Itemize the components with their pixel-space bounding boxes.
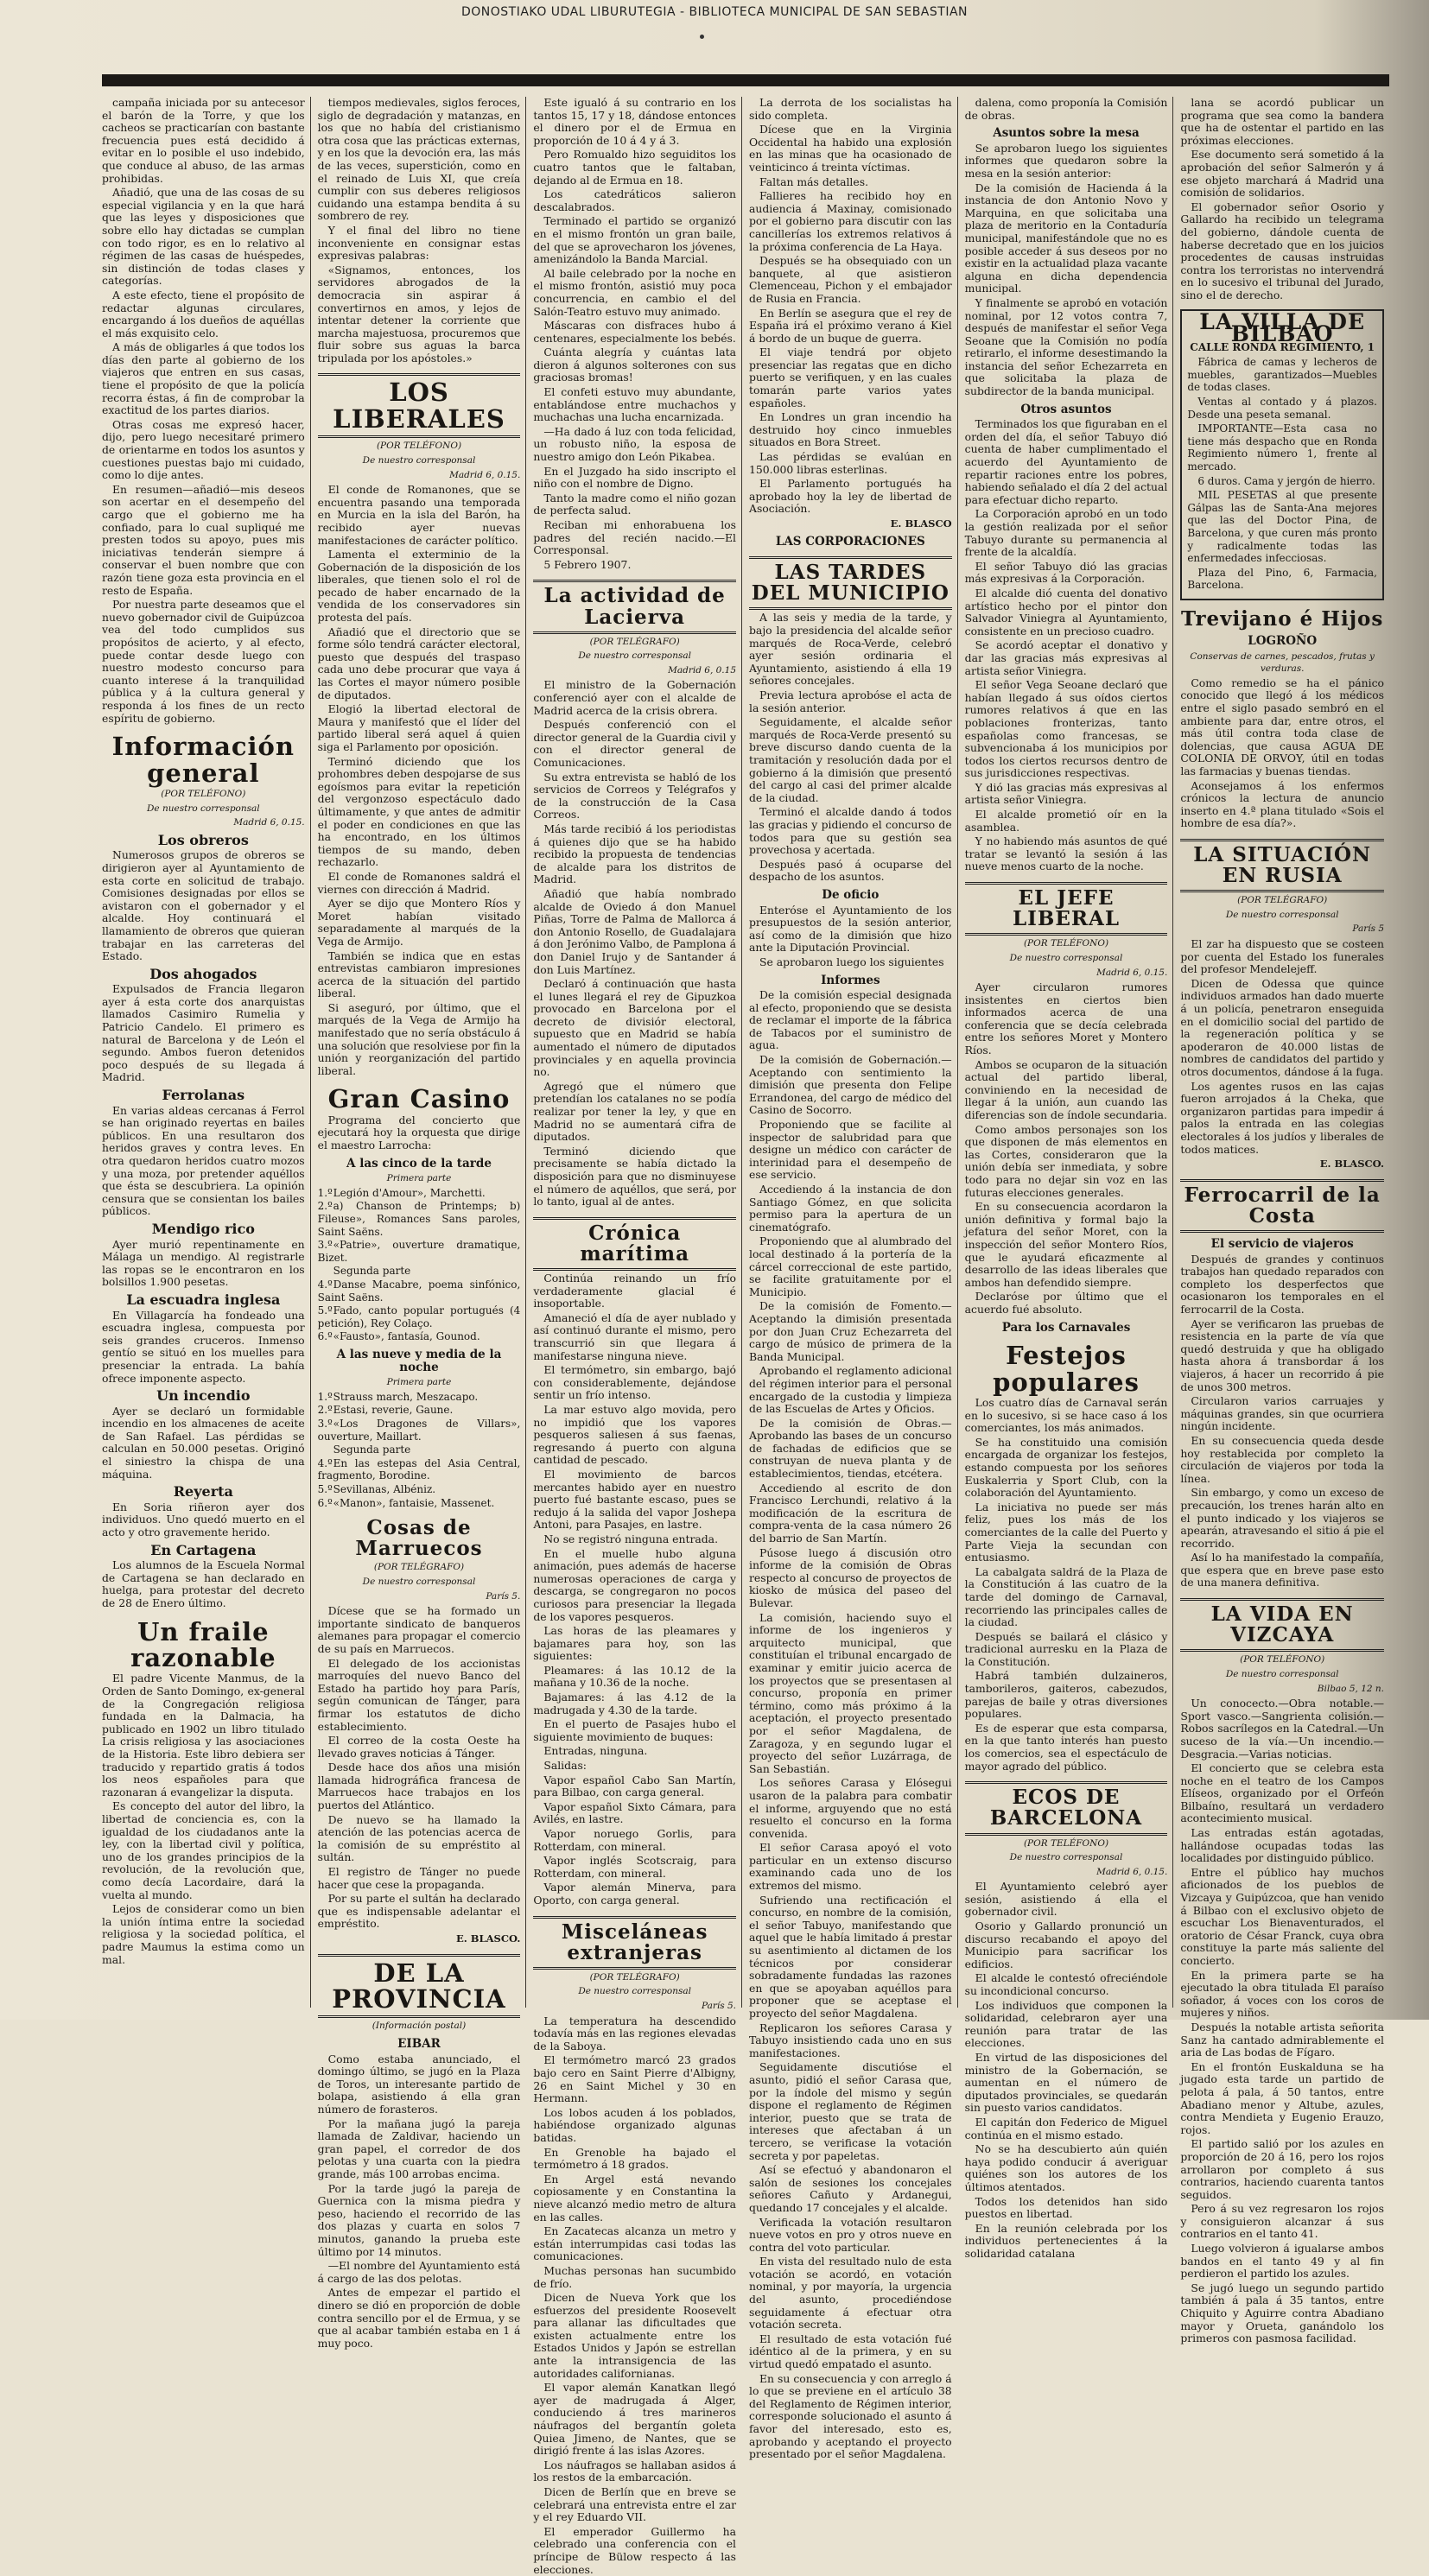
paragraph: Terminó diciendo que precisamente se había dictado la disposición para que no disminuyese el número de aquéllos, que será, por lo tanto, igual al de antes. — [533, 1144, 736, 1209]
page-mark — [700, 35, 704, 39]
paragraph: Dicen de Odessa que quince individuos armados han dado muerte á un policía, penetraron enseguida en el domicilio social del partido de la regeneración política y se apoderaron de 40.000 listas de nombres de candidatos del partido y otros documentos, dándose á la fuga. — [1180, 976, 1384, 1079]
paragraph: De la comisión de Gobernación.—Aceptando con sentimiento la dimisión que presenta don Felipe Errandonea, del cargo de médico del Casino de Socorro. — [749, 1053, 952, 1117]
paragraph: El correo de la costa Oeste ha llevado graves noticias á Tánger. — [317, 1734, 521, 1760]
advert-text: MIL PESETAS al que presente Gálpas las de Santa-Ana mejores que las del Doctor Pina, de Barcelona, y que curen más pronto y radicalmente todas las enfermedades infecciosas. — [1187, 489, 1377, 565]
paragraph: Sin embargo, y como un exceso de precaución, los trenes harán alto en el punto indicado y los viajeros se apearán, atravesando el sitio á pie el recorrido. — [1180, 1486, 1384, 1550]
section-title-festejos: Festejos populares — [993, 1341, 1140, 1397]
paragraph: El emperador Guillermo ha celebrado una conferencia con el príncipe de Bülow respecto á las elecciones. — [533, 2524, 736, 2576]
program-list-2 — [318, 1391, 521, 1509]
paragraph: En el frontón Euskalduna se ha jugado esta tarde un partido de pelota á pala, á 50 tantos, entre Abadiano menor y Altube, azules, contra Mendieta y Eugenio Erauzo, rojos. — [1180, 2059, 1384, 2136]
paragraph: dalena, como proponía la Comisión de obras. — [964, 96, 1168, 122]
paragraph: El capitán don Federico de Miguel continúa en el mismo estado. — [964, 2115, 1168, 2141]
paragraph: Previa lectura aprobóse el acta de la sesión anterior. — [749, 688, 952, 714]
section-title-marruecos: Cosas de Marruecos — [355, 1516, 483, 1561]
subhead: Asuntos sobre la mesa — [993, 126, 1140, 141]
paragraph: Verificada la votación resultaron nueve votos en pro y otros nueve en contra del voto particular. — [749, 2215, 952, 2254]
paragraph: Agregó que el número que pretendían los catalanes no se podía realizar por tener la ley, y que en Madrid no se aumentará cifra de diputados. — [533, 1079, 736, 1144]
paragraph: El Ayuntamiento celebró ayer sesión, asistiendo á ella el gobernador civil. — [964, 1880, 1168, 1919]
item-text: En varias aldeas cercanas á Ferrol se han originado reyertas en bailes públicos. En una resultaron dos heridos graves y contra leves. En otra quedaron heridos cuatro mozos y una moza, por pretender aquéllos que ésta se descubriera. La opinión censura que se consientan los bailes públicos. — [102, 1103, 305, 1218]
byline: De nuestro corresponsal — [1009, 1852, 1123, 1863]
paragraph: Lamenta el exterminio de la Gobernación de la disposición de los liberales, que tienen solo el rol de pecado de haber encarnado de la vendida de los conservadores sin protesta del país. — [317, 548, 521, 625]
paragraph: «Signamos, entonces, los servidores abrogados de la democracia sin aspirar á convertirnos en amos, y lejos de intentar detener la corriente que marcha majestuosa, procuremos que fluir sobre sus aguas la barca tripulada por los apóstoles.» — [317, 263, 521, 365]
paragraph: De nuevo se ha llamado la atención de las potencias acerca de la comisión de su empréstito al sultán. — [317, 1812, 521, 1864]
paragraph: Proponiendo que al alumbrado del local destinado á la portería de la cárcel correccional de este partido, se facilite gratuitamente por el Municipio. — [749, 1234, 952, 1298]
dateline: París 5 — [1352, 923, 1384, 935]
paragraph: En el puerto de Pasajes hubo el siguiente movimiento de buques: — [533, 1717, 736, 1743]
byline: (POR TELÉFONO) — [1023, 938, 1109, 949]
paragraph: De la comisión de Hacienda á la instancia de don Antonio Novo y Marquina, en que solicitaba una plaza de meritorio en la Contaduría municipal, manifestándole que no es posible acceder á sus deseos por no existir en la actualidad plaza vacante alguna en dicha dependencia municipal. — [964, 181, 1168, 295]
paragraph: Muchas personas han sucumbido de frío. — [533, 2263, 736, 2290]
byline: (POR TELÉFONO) — [1023, 1837, 1109, 1849]
section-title-informacion: Información general — [111, 732, 295, 788]
paragraph: Todos los detenidos han sido puestos en libertad. — [964, 2194, 1168, 2221]
paragraph: Enteróse el Ayuntamiento de los presupuestos de la sesión anterior, así como de la dimisión que hizo ante la Diputación Provincial. — [749, 903, 952, 955]
byline: (POR TELÉGRAFO) — [1237, 895, 1328, 906]
section-title-liberales: LOS LIBERALES — [318, 373, 521, 438]
paragraph: Terminados los que figuraban en el orden del día, el señor Tabuyo dió cuenta de haber cumplimentado el acuerdo del Ayuntamiento de repartir raciones entre los pobres, habiendo señalado el día 2 del actual para efectuar dicho reparto. — [964, 417, 1168, 506]
byline: (POR TELÉGRAFO) — [589, 1971, 680, 1983]
paragraph: De la comisión de Obras.—Aprobando las bases de un concurso de fachadas de edificios que se construyan de nueva planta y de establecimientos, tiendas, etcétera. — [749, 1416, 952, 1481]
paragraph: Ese documento será sometido á la aprobación del señor Salmerón y á ese objeto marchará á Madrid una comisión de solidarios. — [1180, 148, 1384, 200]
paragraph: Circularon varios carruajes y máquinas grandes, sin que ocurriera ningún incidente. — [1180, 1394, 1384, 1433]
paragraph: Las pérdidas se evalúan en 150.000 libras esterlinas. — [749, 450, 952, 476]
paragraph: En Berlín se asegura que el rey de España irá el próximo verano á Kiel á bordo de un buque de guerra. — [749, 306, 952, 345]
paragraph: Pleamares: á las 10.12 de la mañana y 10.36 de la noche. — [533, 1663, 736, 1690]
paragraph: Por la mañana jugó la pareja llamada de Zaldivar, haciendo un gran papel, el corredor de dos pelotas y una cuarta con la piedra grande, más 100 arrobas encima. — [317, 2116, 521, 2180]
paragraph: El registro de Tánger no puede hacer que cese la propaganda. — [317, 1865, 521, 1891]
paragraph: Amaneció el día de ayer nublado y así continuó durante el mismo, pero transcurrió sin que llegara á manifestarse ninguna nieve. — [533, 1310, 736, 1362]
paragraph: Si aseguró, por último, que el marqués de la Vega de Armijo ha manifestado que no sería obstáculo á una solución que resolviese por fin la unión y reorganización del partido liberal. — [317, 1000, 521, 1077]
program-item: 5.ºFado, canto popular portugués (4 petición), Rey Colaço. — [317, 1304, 521, 1329]
item-head: Reyerta — [173, 1483, 233, 1501]
paragraph: Dícese que en la Virginia Occidental ha habido una explosión en las minas que ha ocasionado de veinticinco á treinta víctimas. — [749, 123, 952, 174]
paragraph: Antes de empezar el partido el dinero se dió en proporción de doble contra sencillo por el de Ermua, y se que al acabar también estaba en 1 á muy poco. — [317, 2286, 521, 2350]
paragraph: Ayer se dijo que Montero Ríos y Moret habían visitado separadamente al marqués de la Vega de Armijo. — [317, 897, 521, 948]
paragraph: Al baile celebrado por la noche en el mismo frontón, asistió muy poca concurrencia, en cambio el del Salón-Teatro estuvo muy animado. — [533, 266, 736, 318]
byline: (POR TELÉGRAFO) — [589, 636, 680, 647]
paragraph: Y el final del libro no tiene inconveniente en consignar estas expresivas palabras: — [317, 223, 521, 263]
item-head: En Cartagena — [150, 1541, 257, 1558]
paragraph: A este efecto, tiene el propósito de redactar algunas circulares, encargando á los dueños de aquéllas el más exquisito celo. — [102, 288, 305, 339]
subhead: Otros asuntos — [1020, 402, 1112, 416]
paragraph: En virtud de las disposiciones del ministro de la Gobernación, se aumentan en el número de diputados provinciales, se quedarán sin puesto varios candidatos. — [964, 2051, 1168, 2115]
paragraph: El señor Carasa apoyó el voto particular en un extenso discurso examinando cada uno de los extremos del mismo. — [749, 1841, 952, 1893]
paragraph: Habrá también dulzaineros, tamborileros, gaiteros, cabezudos, parejas de baile y otras diversiones populares. — [964, 1669, 1168, 1721]
paragraph: Entradas, ninguna. — [543, 1744, 648, 1758]
column-1 — [102, 97, 311, 2008]
item-head: Mendigo rico — [151, 1220, 255, 1237]
paragraph: El resultado de esta votación fué idéntico al de la primera, y en su virtud quedó empatado el asunto. — [749, 2332, 952, 2371]
program-item: 4.ºDanse Macabre, poema sinfónico, Saint Saëns. — [317, 1278, 521, 1304]
paragraph: Y no habiendo más asuntos de qué tratar se levantó la sesión á las nueve menos cuarto de la noche. — [964, 834, 1168, 873]
byline: De nuestro corresponsal — [147, 803, 260, 814]
paragraph: Programa del concierto que ejecutará hoy la orquesta que dirige el maestro Larrocha: — [317, 1113, 521, 1152]
paragraph: Como estaba anunciado, el domingo último, se jugó en la Plaza de Toros, un interesante partido de bolapa, asistiendo á ella gran número de forasteros. — [317, 2052, 521, 2116]
paragraph: La temperatura ha descendido todavía más en las regiones elevadas de la Saboya. — [533, 2014, 736, 2053]
paragraph: Declaróse por último que el acuerdo fué absoluto. — [964, 1290, 1168, 1316]
paragraph: En la reunión celebrada por los individuos pertenecientes á la solidaridad catalana — [964, 2221, 1168, 2260]
paragraph: El Parlamento portugués ha aprobado hoy la ley de libertad de Asociación. — [749, 477, 952, 516]
paragraph: Se aprobaron luego los siguientes — [759, 955, 944, 968]
advert-text: Fábrica de camas y lecheros de muebles, garantizados—Muebles de todas clases. — [1187, 356, 1377, 394]
paragraph: En Zacatecas alcanza un metro y están interrumpidas casi todas las comunicaciones. — [533, 2224, 736, 2263]
paragraph: Añadió que el directorio que se forme sólo tendrá carácter electoral, puesto que después del traspaso cada uno debe procurar que vaya á las Cortes el mayor número posible de diputados. — [317, 625, 521, 701]
paragraph: Como remedio se ha el pánico conocido que llegó á los médicos entre el siglo pasado sembró en el ambiente para dar, entre otros, el más útil contra toda clase de dolencias, que causa AGUA DE COLONIA DE ORVOY, útil en todas las farmacias y buenas tiendas. — [1180, 676, 1384, 778]
columns — [102, 96, 1389, 2576]
paragraph: Así lo ha manifestado la compañía, que espera que en breve pase esto de una manera definitiva. — [1180, 1551, 1384, 1589]
paragraph: Más tarde recibió á los periodistas á quienes dijo que se ha habido recibido la propuesta de tendencias de alcalde para los distritos de Madrid. — [533, 822, 736, 886]
byline: De nuestro corresponsal — [1225, 909, 1339, 920]
paragraph: Fallieres ha recibido hoy en audiencia á Maxinay, comisionado por el gobierno para discutir con las cancillerías los extremos relativos á la próxima conferencia de La Haya. — [749, 189, 952, 253]
paragraph: Otras cosas me expresó hacer, dijo, pero luego necesitaré primero de orientarme en todos los asuntos y cuestiones puestas bajo mi cuidado, como lo dije antes. — [102, 417, 305, 482]
paragraph: Ayer se verificaron las pruebas de resistencia en la parte de vía que quedó destruida y que ha obligado hasta ahora á transbordar á los viajeros, á hacer un recorrido á pie de unos 300 metros. — [1180, 1317, 1384, 1393]
place-head: EIBAR — [397, 2037, 441, 2052]
paragraph: Proponiendo que se facilite al inspector de salubridad para que designe un médico con carácter de interinidad para el desempeño de ese servicio. — [749, 1118, 952, 1182]
paragraph: Desde hace dos años una misión llamada hidrográfica francesa de Marruecos hace trabajos en los puertos del Atlántico. — [317, 1761, 521, 1812]
paragraph: Pero Romualdo hizo seguiditos los cuatro tantos que le faltaban, dejando al de Ermua en 18. — [533, 148, 736, 187]
paragraph: Vapor inglés Scotscraig, para Rotterdam, con mineral. — [533, 1854, 736, 1880]
paragraph: Los señores Carasa y Elósegui usaron de la palabra para combatir el informe, arguyendo que no está resuelto el concurso en la forma convenida. — [749, 1776, 952, 1840]
paragraph: El padre Vicente Manmus, de la Orden de Santo Domingo, ex-general de la Congregación religiosa fundada en la Dalmacia, ha publicado en 1902 un libro titulado La crisis religiosa y las asociaciones de la Historia. Este libro debiera ser traducido y repartido gratis á todos los neos españoles para que razonaran á evangelizar la disputa. — [102, 1672, 305, 1799]
section-title-jefe: EL JEFE LIBERAL — [965, 882, 1168, 936]
paragraph: Vapor español Sixto Cámara, para Avilés, en lastre. — [533, 1799, 736, 1826]
dateline: Bilbao 5, 12 n. — [1317, 1683, 1384, 1694]
paragraph: Dicen de Berlín que en breve se celebrará una entrevista entre el zar y el rey Eduardo VII. — [533, 2485, 736, 2524]
signature: E. BLASCO. — [1319, 1158, 1384, 1171]
paragraph: También se indica que en estas entrevistas cambiaron impresiones acerca de la situación del partido liberal. — [317, 949, 521, 1000]
program-item: 1.ºStrauss march, Meszacapo. — [317, 1390, 479, 1403]
byline: De nuestro corresponsal — [362, 1576, 476, 1587]
advert-text: 6 duros. Cama y jergón de hierro. — [1197, 474, 1375, 487]
paragraph: A más de obligarles á que todos los días den parte al gobierno de los viajeros que entren en sus casas, tiene el propósito de que la policía recorra éstas, á fin de comprobar la exactitud de los partes diarios. — [102, 340, 305, 417]
paragraph: En su consecuencia queda desde hoy restablecida por completo la circulación de viajeros por toda la línea. — [1180, 1433, 1384, 1485]
paragraph: Replicaron los señores Carasa y Tabuyo insistiendo cada uno en sus manifestaciones. — [749, 2021, 952, 2059]
paragraph: Dícese que se ha formado un importante sindicato de banqueros alemanes para propagar el comercio de su país en Marruecos. — [317, 1604, 521, 1655]
item-text: Numerosos grupos de obreros se dirigieron ayer al Ayuntamiento de esta corte en solicitud de trabajo. Comisiones designadas por ellos se avistaron con el gobernador y el alcalde. Hoy continuará el llamamiento de obreros que quieran trabajar en las carreteras del Estado. — [102, 848, 305, 963]
paragraph: A las seis y media de la tarde, y bajo la presidencia del alcalde señor marqués de Roca-Verde, celebró ayer sesión ordinaria el Ayuntamiento, asistiendo á ella 19 señores concejales. — [749, 611, 952, 688]
paragraph: Accediendo al escrito de don Francisco Lerchundi, relativo á la modificación de la escritura de compra-venta de la casa número 26 del barrio de San Martín. — [749, 1481, 952, 1545]
program-item: Segunda parte — [333, 1443, 411, 1456]
paragraph: Por su parte el sultán ha declarado que es indispensable adelantar el empréstito. — [317, 1892, 521, 1931]
paragraph: Este igualó á su contrario en los tantos 15, 17 y 18, dándose entonces el dinero por el de Ermua en proporción de 10 á 4 y á 3. — [533, 96, 736, 147]
paragraph: Los lobos acuden á los poblados, habiéndose organizado algunas batidas. — [533, 2105, 736, 2144]
paragraph: Vapor alemán Minerva, para Oporto, con carga general. — [533, 1881, 736, 1907]
paragraph: En vista del resultado nulo de esta votación se acordó, en votación nominal, y por mayoría, la urgencia del asunto, procediéndose seguidamente á efectuar otra votación secreta. — [749, 2255, 952, 2332]
paragraph: —Ha dado á luz con toda felicidad, un robusto niño, la esposa de nuestro amigo don León Pikabea. — [533, 424, 736, 464]
paragraph: El movimiento de barcos mercantes habido ayer en nuestro puerto fué bastante escaso, pues se redujo á la salida del vapor Joshepa Antoni, para Pasajes, en lastre. — [533, 1467, 736, 1532]
paragraph: Las horas de las pleamares y bajamares para hoy, son las siguientes: — [533, 1624, 736, 1663]
paragraph: La mar estuvo algo movida, pero no impidió que los vapores pesqueros saliesen á sus faenas, regresando á puerto con alguna cantidad de pescado. — [533, 1403, 736, 1467]
program-part: Primera parte — [386, 1173, 452, 1184]
section-title-costa: Ferrocarril de la Costa — [1180, 1179, 1384, 1233]
item-text: Ayer se declaró un formidable incendio en los almacenes de aceite de San Rafael. Las pérdidas se calculan en 50.000 pesetas. Originó el siniestro la chispa de una máquina. — [102, 1404, 305, 1481]
program-item: 4.ºEn las estepas del Asia Central, fragmento, Borodine. — [317, 1456, 521, 1482]
program-item: 6.º«Manon», fantaisie, Massenet. — [317, 1496, 495, 1509]
paragraph: Después la notable artista señorita Sanz ha cantado admirablemente el aria de Las bodas de Fígaro. — [1180, 2020, 1384, 2059]
subhead: El servicio de viajeros — [1210, 1237, 1354, 1252]
byline: (POR TELÉFONO) — [1240, 1654, 1325, 1666]
paragraph: Máscaras con disfraces hubo á centenares, especialmente los bebés. — [533, 319, 736, 345]
program-item: Segunda parte — [333, 1265, 411, 1278]
section-title-barcelona: ECOS DE BARCELONA — [965, 1781, 1168, 1835]
advert-place: LOGROÑO — [1248, 634, 1318, 649]
paragraph: El gobernador señor Osorio y Gallardo ha recibido un telegrama del gobierno, dándole cuenta de haberse decretado que en los juicios procedentes de causas instruidas contra los terroristas no intervendrá en lo sucesivo el tribunal del Jurado, sino el de derecho. — [1180, 200, 1384, 301]
paragraph: El termómetro marcó 23 grados bajo cero en Saint Pierre d'Albigny, 26 en Saint Michel y 30 en Hermann. — [533, 2053, 736, 2105]
paragraph: Vapor noruego Gorlis, para Rotterdam, con mineral. — [533, 1827, 736, 1853]
paragraph: Dicen de Nueva York que los esfuerzos del presidente Roosevelt para allanar las dificultades que existen actualmente entre los Estados Unidos y Japón se estrellan ante la intransigencia de las autoridades californianas. — [533, 2291, 736, 2380]
paragraph: El ministro de la Gobernación conferenció ayer con el alcalde de Madrid acerca de la crisis obrera. — [533, 678, 736, 717]
paragraph: Sufriendo una rectificación el concurso, en nombre de la comisión, el señor Tabuyo, manifestando que aquel que le había limitado á prestar su asentimiento al dictamen de los técnicos por considerar sobradamente fundadas las razones en que se apoyaban aquéllos para proponer que se aceptase el proyecto del señor Magdalena. — [749, 1893, 952, 2020]
paragraph: Ambos se ocuparon de la situación actual del partido liberal, conviniendo en la necesidad de llegar á la unión, aun cuando las diferencias son de índole secundaria. — [964, 1057, 1168, 1122]
dateline: Madrid 6, 0.15. — [233, 817, 305, 828]
paragraph: Vapor español Cabo San Martín, para Bilbao, con carga general. — [533, 1773, 736, 1799]
item-text: En Villagarcía ha fondeado una escuadra inglesa, compuesta por seis grandes cruceros. Inmenso gentío se situó en los muelles para presenciar la entrada. La bahía ofrece imponente aspecto. — [102, 1308, 305, 1385]
column-2 — [317, 96, 527, 2350]
byline: De nuestro corresponsal — [578, 650, 691, 662]
paragraph: Bajamares: á las 4.12 de la madrugada y 4.30 de la tarde. — [533, 1691, 736, 1716]
paragraph: Osorio y Gallardo pronunció un discurso recabando el apoyo del Municipio para sacrificar los edificios. — [964, 1919, 1168, 1970]
paragraph: Terminado el partido se organizó en el mismo frontón un gran baile, del que se aprovecharon los jóvenes, amenizándolo la Banda Marcial. — [533, 214, 736, 266]
paragraph: Los cuatro días de Carnaval serán en lo sucesivo, si se hace caso á los comerciantes, los más animados. — [964, 1396, 1168, 1435]
paragraph: Después pasó á ocuparse del despacho de los asuntos. — [749, 857, 952, 884]
paragraph: No se registró ninguna entrada. — [543, 1532, 719, 1545]
paragraph: En la primera parte se ha ejecutado la obra titulada El paraíso soñador, á voces con los coros de mujeres y niños. — [1180, 1968, 1384, 2020]
paragraph: De la comisión especial designada al efecto, proponiendo que se desista de reclamar el importe de la fábrica de Tabacos por el suministro de agua. — [749, 988, 952, 1052]
paragraph: El alcalde le contestó ofreciéndole su incondicional concurso. — [964, 1971, 1168, 1998]
section-title-rusia: LA SITUACIÓN EN RUSIA — [1180, 839, 1384, 892]
paragraph: —El nombre del Ayuntamiento está á cargo de las dos pelotas. — [317, 2259, 521, 2285]
col1-intro — [102, 97, 305, 725]
paragraph: Reciban mi enhorabuena los padres del recién nacido.—El Corresponsal. — [533, 518, 736, 557]
byline: (POR TELÉGRAFO) — [373, 1562, 465, 1573]
paragraph: Ayer circularon rumores insistentes en ciertos bien informados acerca de una conferencia que se decía celebrada entre los señores Moret y Montero Ríos. — [964, 980, 1168, 1057]
paragraph: Entre el público hay muchos aficionados de los pueblos de Vizcaya y Guipúzcoa, que han venido á Bilbao con el exclusivo objeto de escuchar Los Bienaventurados, el oratorio de César Franck, cuya obra constituye la parte más saliente del concierto. — [1180, 1865, 1384, 1968]
paragraph: Por la tarde jugó la pareja de Guernica con la misma piedra y peso, haciendo el recorrido de las dos plazas y cuarta en solos 7 minutos, ganando la prueba este último por 14 minutos. — [317, 2181, 521, 2258]
paragraph: El señor Tabuyo dió las gracias más expresivas á la Corporación. — [964, 559, 1168, 586]
advert-text: Ventas al contado y á plazos. Desde una peseta semanal. — [1187, 396, 1377, 421]
paragraph: Se jugó luego un segundo partido también á pala á 35 tantos, entre Chiquito y Aguirre contra Abadiano mayor y Orueta, ganándolo los primeros con pasmosa facilidad. — [1180, 2281, 1384, 2345]
paragraph: En su consecuencia acordaron la unión definitiva y formal bajo la jefatura del señor Moret, con la inspección del señor Montero Ríos, que le ayudará eficazmente al desarrollo de las ideas liberales que ambos han defendido siempre. — [964, 1200, 1168, 1289]
paragraph: Lejos de considerar como un bien la unión íntima entre la sociedad religiosa y la sociedad política, el padre Maumus la estima como un mal. — [102, 1902, 305, 1966]
section-title-lacierva: La actividad de Lacierva — [533, 580, 736, 633]
item-text: Los alumnos de la Escuela Normal de Cartagena se han declarado en huelga, para protestar del decreto de 28 de Enero último. — [102, 1558, 305, 1609]
paragraph: Faltan más detalles. — [759, 174, 869, 188]
section-kicker: LAS CORPORACIONES — [775, 534, 925, 549]
item-head: Ferrolanas — [162, 1087, 245, 1104]
advert-subtitle: CALLE RONDA REGIMIENTO, 1 — [1190, 340, 1375, 353]
paragraph: Y finalmente se aprobó en votación nominal, por 12 votos contra 7, después de manifestar el señor Vega Seoane que la Comisión no podía retirarlo, el informe desestimando la instancia del señor Echezarreta en que solicitaba la plaza de subdirector de la banda municipal. — [964, 295, 1168, 398]
byline: De nuestro corresponsal — [578, 1986, 691, 1997]
paragraph: La iniciativa no puede ser más feliz, pues los más de los comerciantes de la calle del Puerto y Parte Vieja la secundan con entusiasmo. — [964, 1500, 1168, 1564]
program-head: A las cinco de la tarde — [346, 1156, 492, 1171]
paragraph: El concierto que se celebra esta noche en el teatro de los Campos Elíseos, organizado por el Orfeón Bilbaíno, resultará un verdadero acontecimiento musical. — [1180, 1761, 1384, 1825]
paragraph: Después conferenció con el director general de la Guardia civil y con el director general de Comunicaciones. — [533, 718, 736, 769]
dateline: Madrid 6, 0.15. — [1096, 1866, 1168, 1877]
paragraph: Aconsejamos á los enfermos crónicos la lectura de anuncio inserto en 4.ª plana titulado «Sois el hombre de esa día?». — [1180, 778, 1384, 830]
paragraph: El señor Vega Seoane declaró que habían llegado á sus oídos ciertos rumores relativos á que en las poblaciones fronterizas, tanto españolas como francesas, se subvencionaba á los municipios por todos los ciertos recursos dentro de sus jurisdicciones respectivas. — [964, 678, 1168, 780]
news-items — [102, 831, 305, 1610]
paragraph: Púsose luego á discusión otro informe de la comisión de Obras respecto al concurso de proyectos de kiosko de música del paseo del Bulevar. — [749, 1545, 952, 1609]
advert-text: Plaza del Pino, 6, Farmacia, Barcelona. — [1187, 566, 1377, 592]
program-item: 6.º«Fausto», fantasía, Gounod. — [317, 1330, 480, 1343]
paragraph: El alcalde prometió oír en la asamblea. — [964, 808, 1168, 834]
dateline: Madrid 6, 0.15. — [1096, 967, 1168, 978]
paragraph: El conde de Romanones, que se encuentra pasando una temporada en Murcia en la isla del Barón, ha recibido ayer nuevas manifestaciones de carácter político. — [317, 483, 521, 547]
paragraph: Declaró á continuación que hasta el lunes llegará el rey de Gipuzkoa provocado en Barcelona por el decreto de divisiór electoral, supuesto que en Madrid se había aumentado el número de diputados provinciales y en aquella provincia no. — [533, 977, 736, 1079]
item-text: En Soria riñeron ayer dos individuos. Uno quedó muerto en el acto y otro gravemente herido. — [102, 1500, 305, 1539]
paragraph: Terminó diciendo que los prohombres deben despojarse de sus egoísmos para evitar la repetición del vergonzoso espectáculo dado últimamente, y que antes de admitir el poder en condiciones en que las ha encontrado, en los últimos tiempos de su mando, deben rechazarlo. — [317, 754, 521, 869]
paragraph: El termómetro, sin embargo, bajó con considerablemente, dejándose sentir un frío intenso. — [533, 1363, 736, 1402]
paragraph: Tanto la madre como el niño gozan de perfecta salud. — [533, 491, 736, 517]
paragraph: En el Juzgado ha sido inscripto el niño con el nombre de Digno. — [533, 464, 736, 491]
column-5 — [964, 96, 1174, 2260]
advert-text: IMPORTANTE—Esta casa no tiene más despacho que en Ronda Regimiento número 1, frente al mercado. — [1187, 422, 1377, 473]
dateline: Madrid 6, 0.15 — [668, 664, 736, 676]
section-title-fraile: Un fraile razonable — [130, 1616, 276, 1673]
section-title-vizcaya: LA VIDA EN VIZCAYA — [1180, 1598, 1384, 1652]
paragraph: Salidas: — [543, 1759, 587, 1773]
paragraph: 5 Febrero 1907. — [543, 557, 632, 571]
paragraph: La Corporación aprobó en un todo la gestión realizada por el señor Tabuyo durante su permanencia al frente de la alcaldía. — [964, 507, 1168, 559]
byline: (Información postal) — [372, 2021, 467, 2032]
section-title-casino: Gran Casino — [327, 1084, 511, 1114]
paragraph: El conde de Romanones saldrá el viernes con dirección á Madrid. — [317, 869, 521, 896]
paragraph: La cabalgata saldrá de la Plaza de la Constitución á las cuatro de la tarde del domingo de Carnaval, recorriendo las principales calles de la ciudad. — [964, 1564, 1168, 1629]
advert-title: LA VILLA DE BILBAO — [1199, 308, 1366, 347]
signature: E. BLASCO. — [456, 1932, 521, 1945]
dateline: París 5. — [702, 2001, 736, 2012]
paragraph: Se acordó aceptar el donativo y dar las gracias más expresivas al artista señor Viniegra. — [964, 638, 1168, 677]
library-header: DONOSTIAKO UDAL LIBURUTEGIA - BIBLIOTECA MUNICIPAL DE SAN SEBASTIAN — [460, 5, 969, 19]
paragraph: Un conocecto.—Obra notable.—Sport vasco.—Sangrienta colisión.—Robos sacrílegos en la Catedral.—Un suceso de la vía.—Un incendio.—Desgracia.—Varias noticias. — [1180, 1697, 1384, 1761]
paragraph: Se aprobaron luego los siguientes informes que quedaron sobre la mesa en la sesión anterior: — [964, 141, 1168, 180]
paragraph: En el muelle hubo alguna animación, pues además de hacerse numerosas operaciones de carga y descarga, se congregaron no pocos curiosos para presenciar la llegada de los vapores pesqueros. — [533, 1546, 736, 1623]
program-list-1 — [318, 1187, 521, 1343]
program-item: 2.ºEstasi, reverie, Gaune. — [317, 1404, 454, 1417]
item-text: Ayer murió repentinamente en Málaga un mendigo. Al registrarle las ropas se le encontraron en los bolsillos 1.900 pesetas. — [102, 1237, 305, 1289]
paragraph: campaña iniciada por su antecesor el barón de la Torre, y que los cacheos se practicarían con bastante frecuencia pues está decidido á evitar en lo posible el uso indebido, que conduce al abuso, de las armas prohibidas. — [102, 96, 305, 185]
paragraph: El vapor alemán Kanatkan llegó ayer de madrugada á Alger, conduciendo á tres marineros náufragos del bergantín goleta Quiea Jimeno, de Nantes, que se dirigió frente á las islas Azores. — [533, 2381, 736, 2458]
paragraph: Pero á su vez regresaron los rojos y consiguieron alcanzar á sus contrarios en el tanto 41. — [1180, 2202, 1384, 2241]
column-6 — [1180, 96, 1389, 2345]
paragraph: Y dió las gracias más expresivas al artista señor Viniegra. — [964, 780, 1168, 807]
byline: (POR TELÉFONO) — [376, 441, 462, 452]
paragraph: En Grenoble ha bajado el termómetro á 18 grados. — [533, 2145, 736, 2172]
paragraph: Los catedráticos salieron descalabrados. — [533, 187, 736, 213]
paragraph: El viaje tendrá por objeto presenciar las regatas que en dicho puerto se verifiquen, y en las cuales tomarán parte varios yates españoles. — [749, 346, 952, 409]
paragraph: La comisión, haciendo suyo el informe de los ingenieros y arquitecto municipal, que constituían el tribunal encargado de examinar y emitir juicio acerca de los proyectos que se presentasen al concurso, proponía en primer término, como más próximo á la aceptación, el proyecto presentado por el señor Magdalena, de Zaragoza, y en segundo lugar el proyecto del señor Luzárraga, de San Sebastián. — [749, 1610, 952, 1775]
section-title-maritima: Crónica marítima — [533, 1217, 736, 1271]
section-title-extranjeras: Misceláneas extranjeras — [533, 1916, 736, 1970]
paragraph: En Londres un gran incendio ha destruido hoy cinco inmuebles situados en Bora Street. — [749, 410, 952, 449]
program-head: A las nueve y media de la noche — [336, 1347, 502, 1374]
program-part: Primera parte — [386, 1377, 452, 1388]
program-item: 2.ºa) Chanson de Printemps; b) Fileuse», Romances Sans paroles, Saint Saëns. — [317, 1200, 521, 1238]
paragraph: No se ha descubierto aún quién haya podido conducir á averiguar quiénes son los autores de los últimos atentados. — [964, 2142, 1168, 2193]
paragraph: Después se bailará el clásico y tradicional aurresku en la Plaza de la Constitución. — [964, 1629, 1168, 1668]
subhead: Informes — [821, 973, 880, 987]
section-title-provincia: DE LA PROVINCIA — [318, 1954, 521, 2019]
paragraph: Añadió, que una de las cosas de su especial vigilancia y en la que hará que las leyes y disposiciones que sobre ello hay dictadas se cumplan con todo rigor, es en lo relativo al régimen de las casas de huéspedes, sin distinción de todas clases y categorías. — [102, 186, 305, 288]
item-head: Un incendio — [156, 1387, 251, 1405]
paragraph: Luego volvieron á igualarse ambos bandos en el tanto 49 y al fin perdieron el partido los azules. — [1180, 2242, 1384, 2281]
paragraph: tiempos medievales, siglos feroces, siglo de degradación y matanzas, en los que no había del cristianismo otra cosa que las prácticas externas, y en los que la devoción era, las más de las veces, superstición, como en el reinado de Luis XI, que creía cumplir con sus deberes religiosos cuidando una estampa bendita á su sombrero de rey. — [317, 96, 521, 223]
advert-villa-bilbao — [1180, 309, 1384, 600]
subhead: De oficio — [822, 887, 880, 902]
byline: De nuestro corresponsal — [1009, 952, 1123, 963]
paragraph: Por nuestra parte deseamos que el nuevo gobernador civil de Guipúzcoa vea del todo cumplidos sus propósitos de acierto, y al efecto, puede contar desde luego con nuestro modesto concurso para cuanto interese á la tranquilidad pública y á la cultura general y responda á los fines de un recto espíritu de gobierno. — [102, 598, 305, 725]
dateline: París 5. — [486, 1590, 521, 1602]
paragraph: Como ambos personajes son los que disponen de más elementos en las Cortes, consideraron que la unión debía ser inmediata, y sobre todo para no dejar sin voz en las futuras elecciones generales. — [964, 1122, 1168, 1199]
paragraph: Después de grandes y continuos trabajos han quedado reparados con completo los desperfectos que ocasionaron los temporales en el ferrocarril de la Costa. — [1180, 1252, 1384, 1317]
paragraph: Después se ha obsequiado con un banquete, al que asistieron Clemenceau, Pichon y el embajador de Rusia en Francia. — [749, 254, 952, 305]
paragraph: Se ha constituido una comisión encargada de organizar los festejos, estando compuesta por los señores Euskalerria y Sport Club, con la colaboración del Ayuntamiento. — [964, 1435, 1168, 1500]
signature: E. BLASCO — [890, 517, 952, 530]
program-item: 3.º«Los Dragones de Villars», ouverture, Maillart. — [317, 1417, 521, 1443]
paragraph: Terminó el alcalde dando á todos las gracias y pidiendo el concurso de todos para que su gestión sea provechosa y acertada. — [749, 805, 952, 857]
paragraph: Los individuos que componen la solidaridad, celebraron ayer una reunión para tratar de las elecciones. — [964, 1998, 1168, 2050]
paragraph: De la comisión de Fomento.—Aceptando la dimisión presentada por don Juan Cruz Echezarreta del cargo de músico de primera de la Banda Municipal. — [749, 1299, 952, 1363]
paragraph: En resumen—añadió—mis deseos son acertar en el desempeño del cargo que el gobierno me ha confiado, para lo cual supliqué me presten todos su apoyo, pues mis iniciativas tenderán siempre á conservar el buen nombre que con razón tiene goza esta provincia en el resto de España. — [102, 482, 305, 597]
program-item: 5.ºSevillanas, Albéniz. — [317, 1482, 436, 1495]
paragraph: El delegado de los accionistas marroquíes del nuevo Banco del Estado ha partido hoy para París, según comunican de Tánger, para firmar los estatutos de dicho establecimiento. — [317, 1656, 521, 1733]
paragraph: Es de esperar que esta comparsa, en la que tanto interés han puesto los comercios, sea el espectáculo de mayor agrado del público. — [964, 1721, 1168, 1773]
paragraph: lana se acordó publicar un programa que sea como la bandera que ha de ostentar el partido en las próximas elecciones. — [1180, 96, 1384, 147]
paragraph: Los náufragos se hallaban asidos á los restos de la embarcación. — [533, 2458, 736, 2484]
item-head: La escuadra inglesa — [126, 1291, 281, 1308]
paragraph: La derrota de los socialistas ha sido completa. — [749, 96, 952, 122]
item-head: Los obreros — [157, 831, 249, 848]
paragraph: El alcalde dió cuenta del donativo artístico hecho por el pintor don Salvador Viniegra al Ayuntamiento, consistente en un precioso cuadro. — [964, 586, 1168, 638]
paragraph: El confeti estuvo muy abundante, entablándose entre muchachos y muchachas una lucha encarnizada. — [533, 385, 736, 424]
paragraph: Continúa reinando un frío verdaderamente glacial é insoportable. — [533, 1272, 736, 1310]
advert-trevijano-title: Trevijano é Hijos — [1181, 606, 1384, 631]
column-4 — [749, 96, 958, 2461]
program-item: 1.ºLegión d'Amour», Marchetti. — [317, 1186, 486, 1199]
item-head: Dos ahogados — [149, 965, 257, 982]
byline: De nuestro corresponsal — [362, 454, 476, 466]
byline: (POR TELÉFONO) — [161, 788, 246, 799]
byline: De nuestro corresponsal — [1225, 1668, 1339, 1679]
paragraph: Su extra entrevista se habló de los servicios de Correos y Telégrafos y de la construcción de la Casa Correos. — [533, 770, 736, 822]
section-kicker: Para los Carnavales — [1001, 1320, 1131, 1335]
item-text: Expulsados de Francia llegaron ayer á esta corte dos anarquistas llamados Casimiro Rumelia y Patricio Candelo. El primero es natural de Barcelona y de León el segundo. Ambos fueron detenidos poco después de su llegada á Madrid. — [102, 982, 305, 1084]
paragraph: Cuánta alegría y cuántas lata dieron á algunos solterones con sus graciosas bromas! — [533, 346, 736, 384]
paragraph: En Argel está nevando copiosamente y en Constantina la nieve alcanzó medio metro de altura en las calles. — [533, 2172, 736, 2224]
program-item: 3.º«Patrie», ouverture dramatique, Bizet. — [317, 1239, 521, 1264]
paragraph: En su consecuencia y con arreglo á lo que se previene en el artículo 38 del Reglamento de Régimen interior, corresponde solucionado el asunto á favor del interesado, esto es, aprobando y aceptando el proyecto presentado por el señor Magdalena. — [749, 2371, 952, 2461]
paragraph: Seguidamente discutióse el asunto, pidió el señor Carasa que, por la índole del mismo y según dispone el reglamento de Régimen interior, puesto que se trata de intereses que afectaban á un tercero, se verificase la votación secreta y por papeletas. — [749, 2060, 952, 2162]
paragraph: Añadió que había nombrado alcalde de Oviedo á don Manuel Piñas, Torre de Palma de Mallorca á don Antonio Rosello, de Guadalajara á don Jerónimo Valbo, de Pamplona á don Daniel Irujo y de Santander á don Luis Martínez. — [533, 886, 736, 976]
advert-subtitle: Conservas de carnes, pescados, frutas y verduras. — [1190, 650, 1375, 675]
paragraph: Seguidamente, el alcalde señor marqués de Roca-Verde presentó su breve discurso dando cuenta de la tramitación y resolución dada por el gobierno á la dimisión que presentó del cargo al casi del primer alcalde de la ciudad. — [749, 715, 952, 804]
top-rule — [102, 74, 1389, 86]
paragraph: Accediendo á la instancia de don Santiago Gómez, en que solicita permiso para la apertura de un cinematógrafo. — [749, 1183, 952, 1234]
dateline: Madrid 6, 0.15. — [449, 469, 521, 480]
section-title-tardes: LAS TARDES DEL MUNICIPIO — [749, 556, 952, 610]
paragraph: Los agentes rusos en las cajas fueron arrojados á la Cheka, que organizaron partidas para impedir á palos la entrada en las colegias electorales á los judíos y liberales de todos matices. — [1180, 1079, 1384, 1156]
paragraph: Elogió la libertad electoral de Maura y manifestó que el líder del partido liberal será aquel á quien siga el Parlamento por oposición. — [317, 702, 521, 753]
paragraph: Así se efectuó y abandonaron el salón de sesiones los concejales señores Cañuto y Ardanegui, quedando 17 concejales y el alcalde. — [749, 2163, 952, 2214]
paragraph: Aprobando el reglamento adicional del régimen interior para el personal encargado de la custodia y limpieza de las Escuelas de Artes y Oficios. — [749, 1364, 952, 1416]
paragraph: El zar ha dispuesto que se costeen por cuenta del Estado los funerales del profesor Mendelejeff. — [1180, 937, 1384, 976]
paragraph: Es concepto del autor del libro, la libertad de conciencia es, con la igualdad de los ciudadanos ante la ley, con la libertad civil y política, uno de los grandes principios de la revolución, de la revolución que, como decía Lacordaire, dará la vuelta al mundo. — [102, 1799, 305, 1901]
column-3 — [533, 96, 742, 2576]
paragraph: Las entradas están agotadas, hallándose ocupadas todas las localidades por distinguido público. — [1180, 1826, 1384, 1865]
paragraph: El partido salió por los azules en proporción de 20 á 16, pero los rojos arrollaron por completo á sus contrarios, haciendo cuarenta tantos seguidos. — [1180, 2137, 1384, 2201]
